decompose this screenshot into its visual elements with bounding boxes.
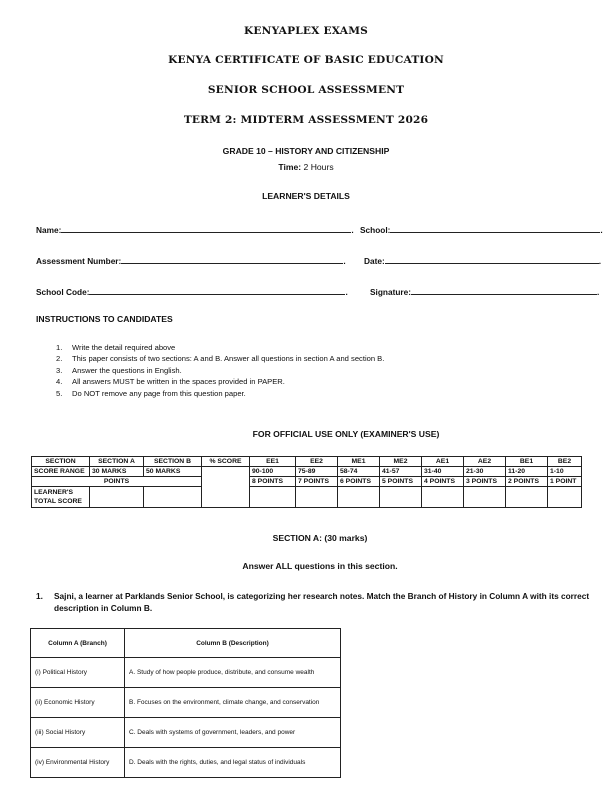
school-field[interactable]: School: . bbox=[360, 225, 603, 235]
instructions-list bbox=[56, 342, 384, 399]
instruction-item: 2. This paper consists of two sections: A and B. Answer all questions in section A and section B. bbox=[56, 354, 385, 364]
score-entry-cell[interactable] bbox=[506, 487, 548, 508]
description-cell: A. Study of how people produce, distribute, and consume wealth bbox=[125, 658, 341, 688]
score-entry-cell[interactable] bbox=[250, 487, 296, 508]
matching-row bbox=[31, 658, 341, 688]
matching-row bbox=[31, 748, 341, 778]
school-label: School: bbox=[360, 225, 391, 235]
score-cell: 3 POINTS bbox=[464, 477, 506, 487]
score-cell: BE1 bbox=[506, 457, 548, 467]
score-cell: 1 POINT bbox=[548, 477, 582, 487]
instruction-item: 4. All answers MUST be written in the spaces provided in PAPER. bbox=[56, 377, 285, 387]
description-cell: C. Deals with systems of government, leaders, and power bbox=[125, 718, 341, 748]
score-cell: 41-57 bbox=[380, 467, 422, 477]
score-entry-cell[interactable] bbox=[90, 487, 144, 508]
score-cell: 2 POINTS bbox=[506, 477, 548, 487]
branch-cell: (ii) Economic History bbox=[31, 688, 125, 718]
learner-total-label: LEARNER'S TOTAL SCORE bbox=[32, 487, 90, 508]
score-entry-cell[interactable] bbox=[338, 487, 380, 508]
score-cell: 75-89 bbox=[296, 467, 338, 477]
name-field[interactable]: Name: . bbox=[36, 225, 354, 235]
score-table-header-row bbox=[32, 457, 582, 467]
points-row bbox=[32, 477, 582, 487]
date-field[interactable]: Date: . bbox=[364, 256, 602, 266]
score-cell: ME2 bbox=[380, 457, 422, 467]
score-cell: AE2 bbox=[464, 457, 506, 467]
score-cell: % SCORE bbox=[202, 457, 250, 467]
score-cell: SECTION B bbox=[144, 457, 202, 467]
signature-field[interactable]: Signature: . bbox=[370, 287, 600, 297]
score-cell: 6 POINTS bbox=[338, 477, 380, 487]
score-cell: ME1 bbox=[338, 457, 380, 467]
official-use-title: FOR OFFICIAL USE ONLY (EXAMINER'S USE) bbox=[252, 429, 440, 439]
matching-table bbox=[30, 628, 341, 778]
school-code-field[interactable]: School Code: . bbox=[36, 287, 348, 297]
score-cell: 5 POINTS bbox=[380, 477, 422, 487]
score-range-row bbox=[32, 467, 582, 477]
question-number: 1. bbox=[36, 591, 43, 601]
branch-cell: (iv) Environmental History bbox=[31, 748, 125, 778]
name-label: Name: bbox=[36, 225, 62, 235]
score-cell: 50 MARKS bbox=[144, 467, 202, 477]
signature-input-line[interactable] bbox=[411, 285, 597, 295]
score-cell: 58-74 bbox=[338, 467, 380, 477]
instruction-item: 5. Do NOT remove any page from this question paper. bbox=[56, 388, 246, 398]
column-b-header: Column B (Description) bbox=[125, 629, 341, 658]
score-cell: 7 POINTS bbox=[296, 477, 338, 487]
score-cell: EE1 bbox=[250, 457, 296, 467]
score-cell: SECTION A bbox=[90, 457, 144, 467]
matching-table-header bbox=[31, 629, 341, 658]
official-score-table bbox=[31, 456, 582, 508]
learner-total-row bbox=[32, 487, 582, 508]
instruction-item: 3. Answer the questions in English. bbox=[56, 365, 182, 375]
matching-row bbox=[31, 718, 341, 748]
score-cell: EE2 bbox=[296, 457, 338, 467]
description-cell: B. Focuses on the environment, climate change, and conservation bbox=[125, 688, 341, 718]
score-cell: BE2 bbox=[548, 457, 582, 467]
score-cell: POINTS bbox=[32, 477, 202, 487]
score-entry-cell[interactable] bbox=[548, 487, 582, 508]
subject-title: GRADE 10 – HISTORY AND CITIZENSHIP bbox=[222, 146, 390, 156]
instruction-item: 1. Write the detail required above bbox=[56, 343, 176, 352]
term-title: TERM 2: MIDTERM ASSESSMENT 2026 bbox=[183, 114, 429, 126]
section-a-title: SECTION A: (30 marks) bbox=[272, 533, 368, 543]
assessment-number-input-line[interactable] bbox=[121, 254, 343, 264]
score-cell: 1-10 bbox=[548, 467, 582, 477]
assessment-title: SENIOR SCHOOL ASSESSMENT bbox=[207, 84, 405, 96]
instructions-title: INSTRUCTIONS TO CANDIDATES bbox=[36, 314, 173, 324]
score-entry-cell[interactable] bbox=[464, 487, 506, 508]
certificate-title: KENYA CERTIFICATE OF BASIC EDUCATION bbox=[168, 54, 444, 66]
score-cell: 30 MARKS bbox=[90, 467, 144, 477]
learner-details-heading: LEARNER'S DETAILS bbox=[262, 191, 350, 201]
score-cell: SCORE RANGE bbox=[32, 467, 90, 477]
score-cell: 8 POINTS bbox=[250, 477, 296, 487]
signature-label: Signature: bbox=[370, 287, 412, 297]
score-cell: 90-100 bbox=[250, 467, 296, 477]
branch-cell: (iii) Social History bbox=[31, 718, 125, 748]
school-code-input-line[interactable] bbox=[89, 285, 345, 295]
time-line bbox=[0, 162, 612, 172]
school-code-label: School Code: bbox=[36, 287, 90, 297]
score-entry-cell[interactable] bbox=[422, 487, 464, 508]
percent-score-cell[interactable] bbox=[202, 467, 250, 508]
date-label: Date: bbox=[364, 256, 385, 266]
exam-body-title: KENYAPLEX EXAMS bbox=[244, 25, 368, 37]
question-text: Sajni, a learner at Parklands Senior School, is categorizing her research notes. Match the Branch of History in Column A with its correct description in Column B. bbox=[54, 591, 590, 613]
name-input-line[interactable] bbox=[61, 223, 351, 233]
matching-row bbox=[31, 688, 341, 718]
section-a-instruction: Answer ALL questions in this section. bbox=[242, 561, 398, 571]
column-a-header: Column A (Branch) bbox=[31, 629, 125, 658]
score-entry-cell[interactable] bbox=[296, 487, 338, 508]
assessment-number-field[interactable]: Assessment Number: . bbox=[36, 256, 346, 266]
score-cell: 11-20 bbox=[506, 467, 548, 477]
score-cell: SECTION bbox=[32, 457, 90, 467]
assessment-number-label: Assessment Number: bbox=[36, 256, 122, 266]
score-cell: 4 POINTS bbox=[422, 477, 464, 487]
date-input-line[interactable] bbox=[385, 254, 599, 264]
score-cell: AE1 bbox=[422, 457, 464, 467]
school-input-line[interactable] bbox=[390, 223, 600, 233]
score-cell: 21-30 bbox=[464, 467, 506, 477]
score-entry-cell[interactable] bbox=[144, 487, 202, 508]
time-label: Time: bbox=[278, 162, 302, 172]
time-value: 2 Hours bbox=[303, 162, 334, 172]
branch-cell: (i) Political History bbox=[31, 658, 125, 688]
score-entry-cell[interactable] bbox=[380, 487, 422, 508]
score-cell: 31-40 bbox=[422, 467, 464, 477]
description-cell: D. Deals with the rights, duties, and legal status of individuals bbox=[125, 748, 341, 778]
